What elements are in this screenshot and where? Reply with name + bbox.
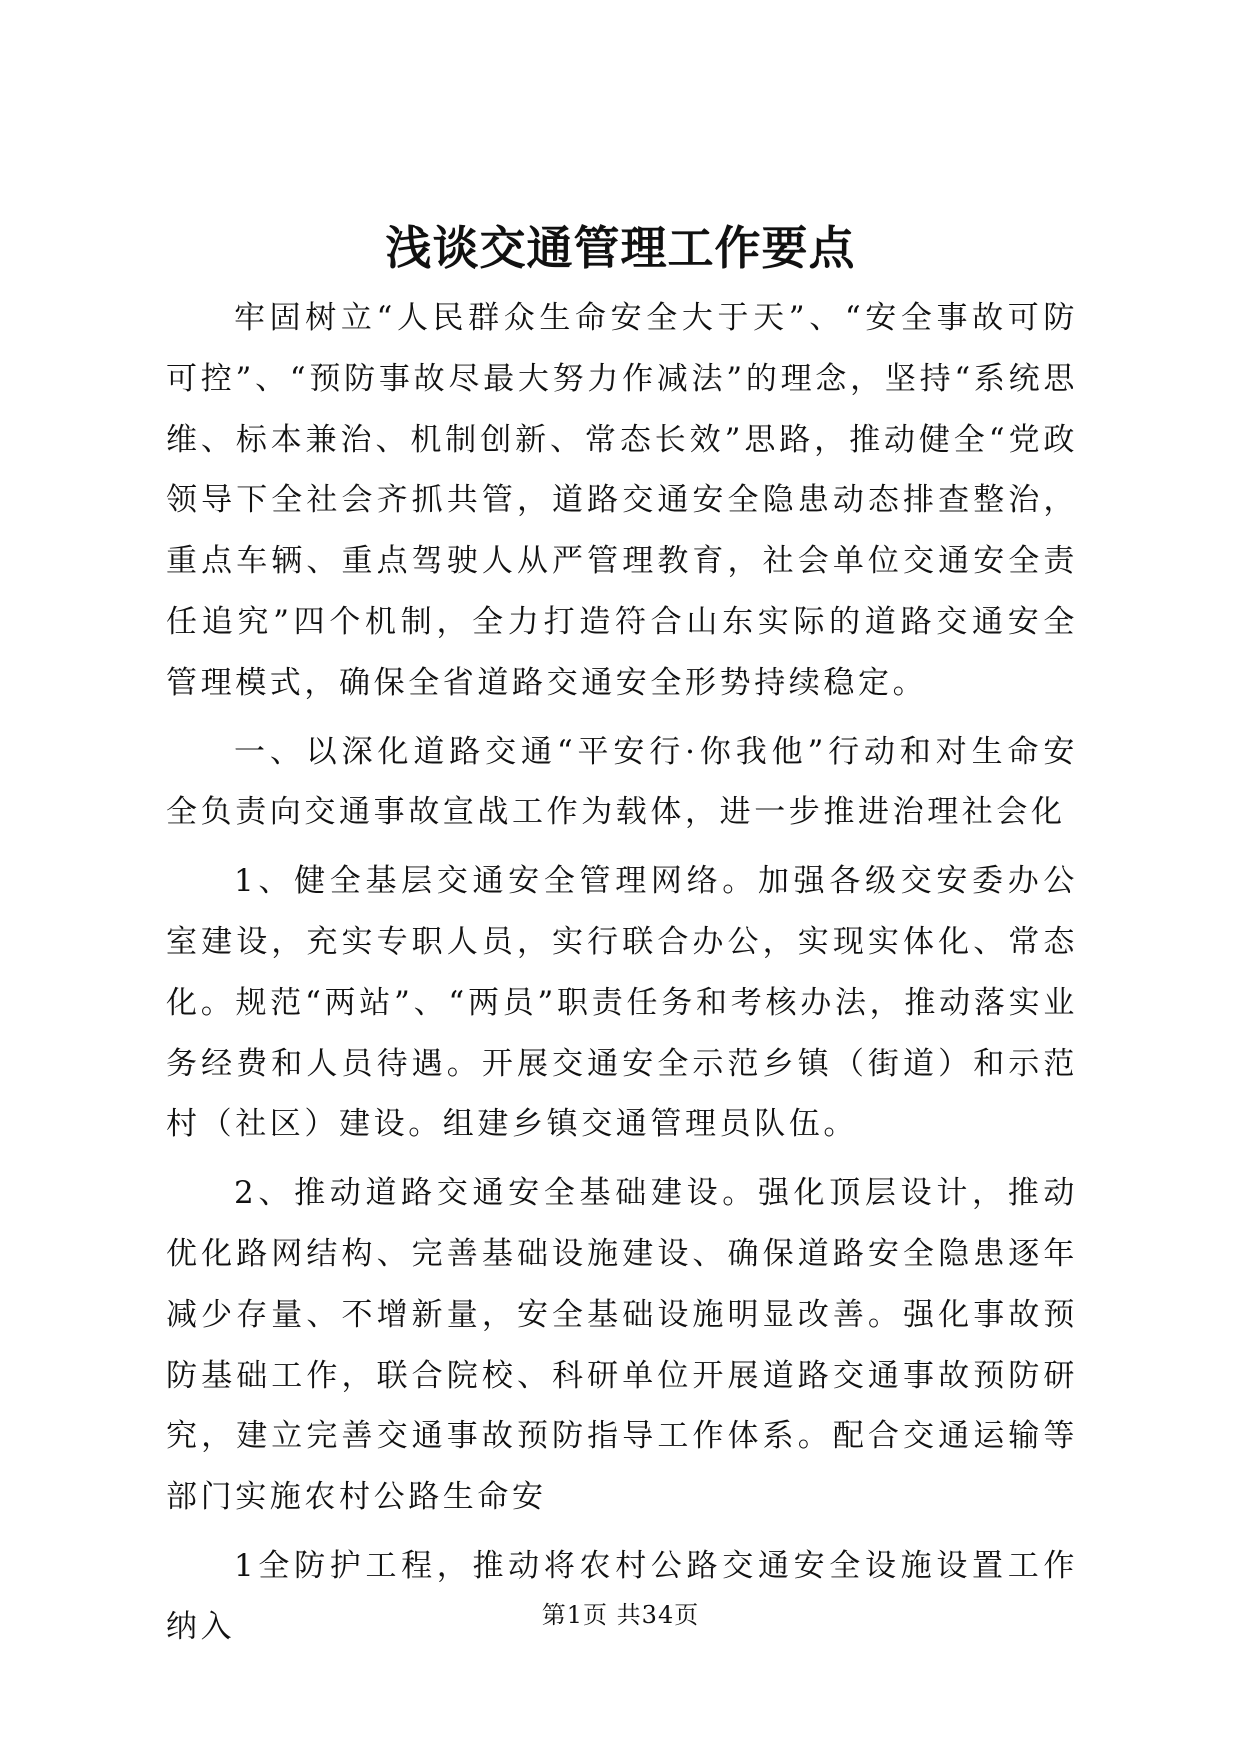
document-body <box>166 288 1078 1658</box>
section-heading-1: 一、以深化道路交通“平安行·你我他”行动和对生命安全负责向交通事故宣战工作为载体，进一步推进治理社会化 <box>166 733 1078 831</box>
page-number-footer: 第1页 共34页 <box>541 1601 700 1629</box>
paragraph-intro: 牢固树立“人民群众生命安全大于天”、“安全事故可防可控”、“预防事故尽最大努力作减法”的理念，坚持“系统思维、标本兼治、机制创新、常态长效”思路，推动健全“党政领导下全社会齐抓共管，道路交通安全隐患动态排查整治，重点车辆、重点驾驶人从严管理教育，社会单位交通安全责任追究”四个机制，全力打造符合山东实际的道路交通安全管理模式，确保全省道路交通安全形势持续稳定。 <box>166 300 1078 701</box>
paragraph-item-1: 1、健全基层交通安全管理网络。加强各级交安委办公室建设，充实专职人员，实行联合办公，实现实体化、常态化。规范“两站”、“两员”职责任务和考核办法，推动落实业务经费和人员待遇。开展交通安全示范乡镇（街道）和示范村（社区）建设。组建乡镇交通管理员队伍。 <box>166 863 1078 1143</box>
document-title: 浅谈交通管理工作要点 <box>385 221 856 275</box>
paragraph-item-2: 2、推动道路交通安全基础建设。强化顶层设计，推动优化路网结构、完善基础设施建设、确保道路安全隐患逐年减少存量、不增新量，安全基础设施明显改善。强化事故预防基础工作，联合院校、科研单位开展道路交通事故预防研究，建立完善交通事故预防指导工作体系。配合交通运输等部门实施农村公路生命安 <box>166 1175 1078 1516</box>
paragraph-continued: 1全防护工程，推动将农村公路交通安全设施设置工作纳入 <box>166 1547 1078 1645</box>
